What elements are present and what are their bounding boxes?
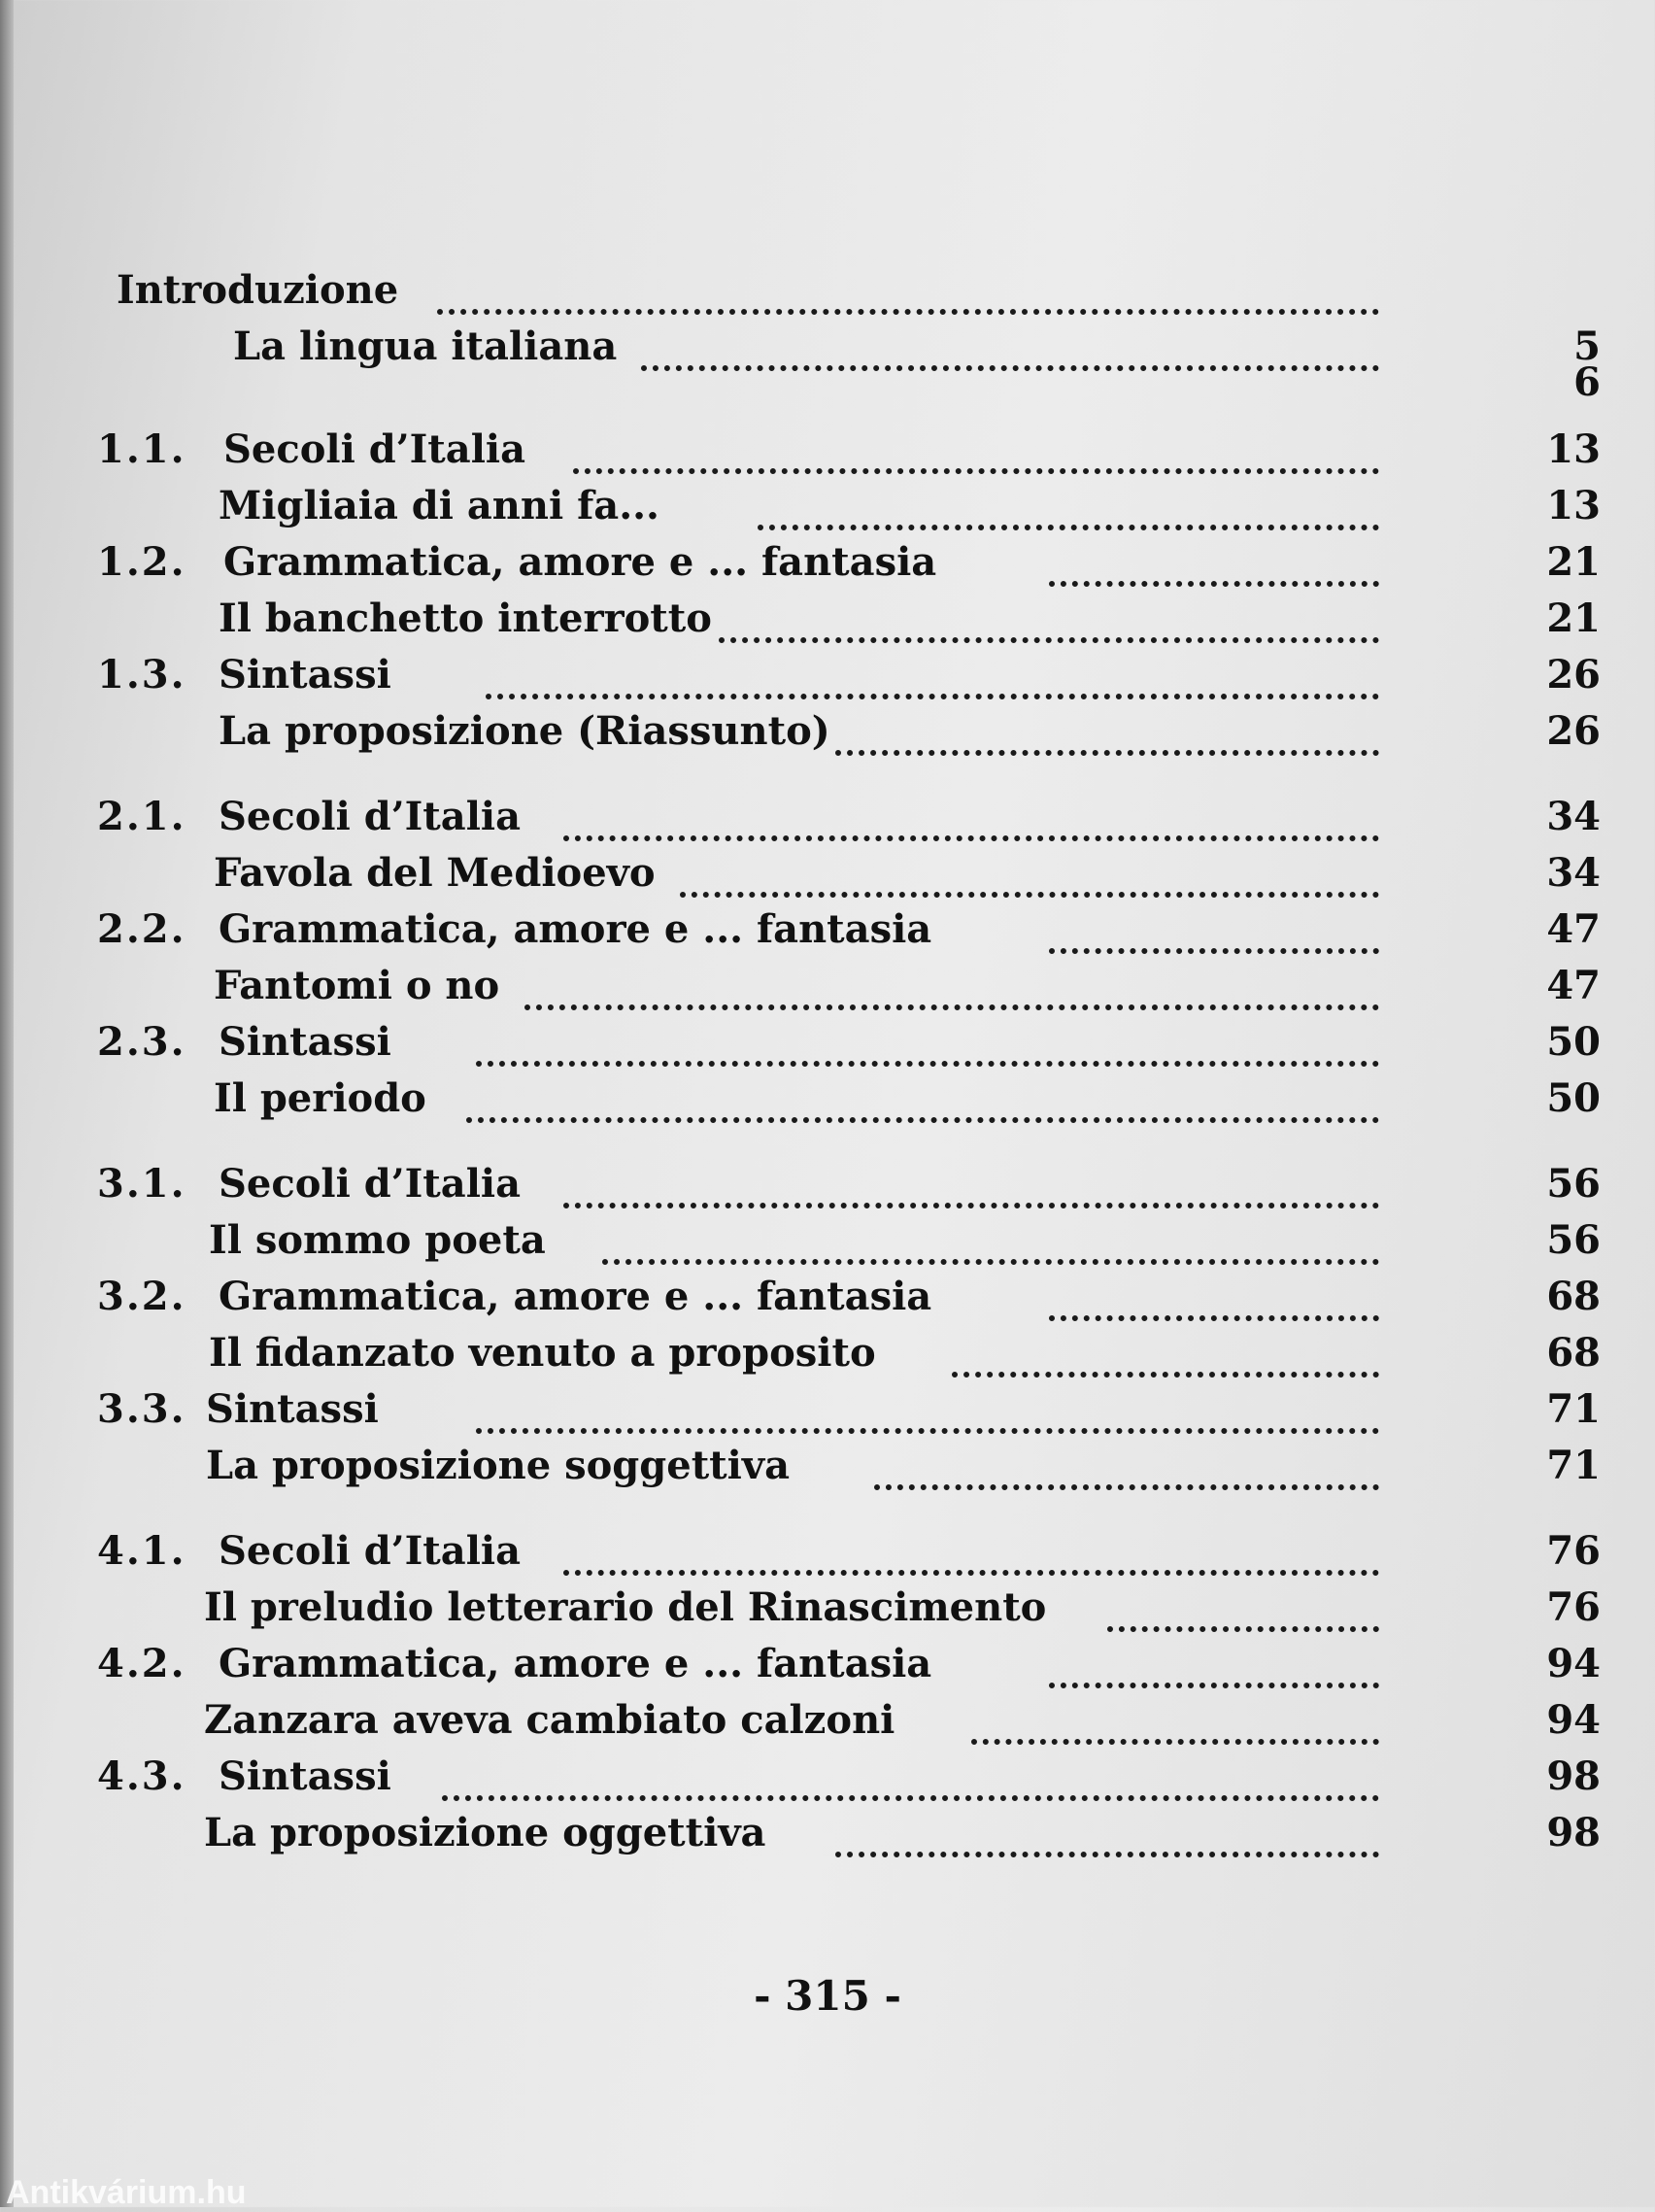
toc-entry [97, 1580, 1622, 1636]
toc-entry-page: 56 [1546, 1217, 1601, 1263]
toc-entry-number: 3.3. [97, 1386, 186, 1432]
dot-leader [563, 1174, 1379, 1208]
dot-leader [835, 721, 1379, 756]
toc-entry-page: 26 [1546, 652, 1601, 698]
toc-entry-title: Grammatica, amore e ... fantasia [219, 906, 932, 952]
toc-entry-title: Il banchetto interrotto [219, 596, 712, 641]
toc-entry-page: 26 [1546, 708, 1601, 754]
dot-leader [442, 1766, 1379, 1801]
toc-entry [97, 1212, 1622, 1269]
toc-entry [97, 1325, 1622, 1381]
dot-leader [1049, 919, 1379, 954]
dot-leader [602, 1230, 1379, 1265]
toc-entry-title: La proposizione (Riassunto) [219, 708, 830, 754]
toc-entry-title: Favola del Medioevo [214, 850, 656, 896]
toc-entry [97, 262, 1622, 319]
toc-entry-title: Introduzione [117, 267, 399, 313]
toc-entry-title: Fantomi o no [214, 963, 500, 1008]
dot-leader [437, 280, 1379, 315]
toc-entry-title: La proposizione oggettiva [204, 1810, 766, 1855]
toc-entry [97, 422, 1622, 478]
toc-entry-page: 71 [1546, 1386, 1601, 1432]
dot-leader [952, 1343, 1379, 1378]
dot-leader [524, 975, 1379, 1010]
page-number: - 315 - [754, 1972, 901, 2020]
toc-entry-title: Secoli d’Italia [223, 426, 525, 472]
toc-entry-number: 4.2. [97, 1641, 186, 1686]
toc-entry-title: Sintassi [219, 652, 391, 698]
toc-entry-page: 68 [1546, 1330, 1601, 1376]
toc-entry-page: 34 [1546, 794, 1601, 839]
toc-entry-page: 76 [1546, 1584, 1601, 1630]
toc-entry-number: 3.1. [97, 1161, 186, 1207]
toc-entry-page: 13 [1546, 426, 1601, 472]
toc-entry-number: 2.2. [97, 906, 186, 952]
toc-entry-page: 50 [1546, 1075, 1601, 1121]
dot-leader [719, 608, 1379, 643]
toc-entry-page: 94 [1546, 1641, 1601, 1686]
dot-leader [466, 1088, 1379, 1123]
dot-leader [641, 336, 1379, 371]
toc-entry [97, 1156, 1622, 1212]
dot-leader [476, 1399, 1379, 1434]
dot-leader [1107, 1597, 1379, 1632]
toc-entry-number: 1.2. [97, 539, 186, 585]
toc-entry-number: 2.3. [97, 1019, 186, 1065]
dot-leader [563, 1541, 1379, 1576]
toc-entry [97, 1805, 1622, 1861]
toc-entry-page: 34 [1546, 850, 1601, 896]
toc-entry [97, 1014, 1622, 1071]
dot-leader [971, 1710, 1379, 1745]
dot-leader [573, 439, 1379, 474]
toc-entry-title: Il preludio letterario del Rinascimento [204, 1584, 1047, 1630]
dot-leader [1049, 552, 1379, 587]
toc-entry-page: 6 [1573, 359, 1601, 405]
toc-entry-page: 71 [1546, 1443, 1601, 1488]
toc-entry-title: Sintassi [219, 1753, 391, 1799]
toc-entry-page: 56 [1546, 1161, 1601, 1207]
toc-entry [97, 902, 1622, 958]
toc-entry-page: 21 [1546, 539, 1601, 585]
toc-entry-page: 76 [1546, 1528, 1601, 1574]
book-spine-edge [0, 0, 14, 2207]
toc-entry-number: 2.1. [97, 794, 186, 839]
toc-entry-title: Grammatica, amore e ... fantasia [223, 539, 937, 585]
toc-entry [97, 845, 1622, 902]
dot-leader [563, 806, 1379, 841]
toc-entry-title: Migliaia di anni fa... [219, 483, 659, 528]
toc-entry-page: 98 [1546, 1810, 1601, 1855]
toc-entry [97, 1692, 1622, 1749]
toc-entry-title: La lingua italiana [233, 323, 618, 369]
toc-entry-title: Grammatica, amore e ... fantasia [219, 1641, 932, 1686]
dot-leader [874, 1455, 1379, 1490]
toc-entry-page: 47 [1546, 963, 1601, 1008]
toc-entry [97, 1749, 1622, 1805]
toc-entry [97, 591, 1622, 647]
toc-entry-title: Secoli d’Italia [219, 1161, 521, 1207]
toc-entry-page: 5 [1573, 323, 1601, 369]
dot-leader [1049, 1286, 1379, 1321]
toc-entry-page: 47 [1546, 906, 1601, 952]
toc-entry-title: Sintassi [206, 1386, 379, 1432]
toc-entry-number: 1.1. [97, 426, 186, 472]
toc-entry-number: 1.3. [97, 652, 186, 698]
toc-entry-page: 68 [1546, 1274, 1601, 1319]
toc-entry [97, 1071, 1622, 1127]
toc-entry-title: Secoli d’Italia [219, 1528, 521, 1574]
toc-entry-number: 4.1. [97, 1528, 186, 1574]
toc-entry [97, 958, 1622, 1014]
toc-entry [97, 478, 1622, 534]
toc-entry [97, 1269, 1622, 1325]
toc-entry-page: 94 [1546, 1697, 1601, 1743]
toc-entry-title: Secoli d’Italia [219, 794, 521, 839]
toc-entry [97, 647, 1622, 703]
dot-leader [476, 1032, 1379, 1067]
toc-entry-title: Il fidanzato venuto a proposito [209, 1330, 876, 1376]
toc-entry-title: Grammatica, amore e ... fantasia [219, 1274, 932, 1319]
toc-entry-title: Zanzara aveva cambiato calzoni [204, 1697, 895, 1743]
dot-leader [486, 664, 1379, 699]
toc-entry [97, 1438, 1622, 1494]
toc-entry-page: 50 [1546, 1019, 1601, 1065]
toc-entry-title: La proposizione soggettiva [206, 1443, 790, 1488]
dot-leader [758, 495, 1379, 530]
toc-entry-title: Sintassi [219, 1019, 391, 1065]
toc-entry-page: 13 [1546, 483, 1601, 528]
dot-leader [1049, 1653, 1379, 1688]
toc-entry-page: 98 [1546, 1753, 1601, 1799]
toc-entry-page: 21 [1546, 596, 1601, 641]
toc-entry [97, 1523, 1622, 1580]
watermark: Antikvárium.hu [6, 2174, 247, 2211]
toc-entry-title: Il sommo poeta [209, 1217, 546, 1263]
toc-entry-title: Il periodo [214, 1075, 426, 1121]
dot-leader [835, 1822, 1379, 1857]
toc-entry [97, 703, 1622, 760]
dot-leader [680, 863, 1379, 898]
toc-entry [97, 1636, 1622, 1692]
toc-entry [97, 1381, 1622, 1438]
toc-entry [97, 534, 1622, 591]
toc-entry-number: 4.3. [97, 1753, 186, 1799]
table-of-contents [97, 262, 1622, 1861]
toc-entry [97, 789, 1622, 845]
toc-entry-number: 3.2. [97, 1274, 186, 1319]
